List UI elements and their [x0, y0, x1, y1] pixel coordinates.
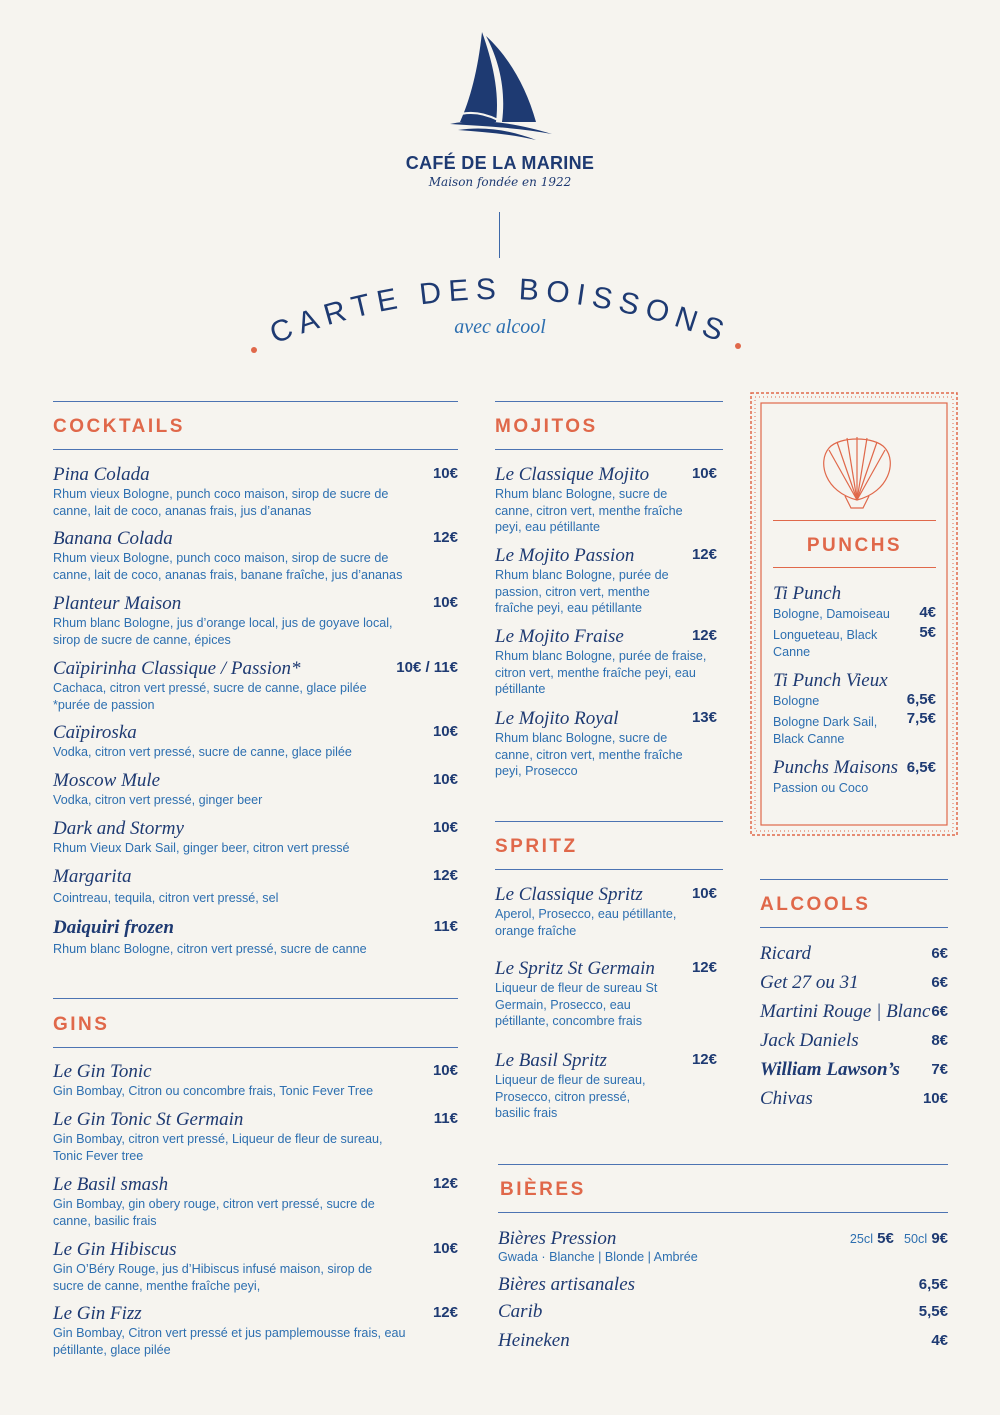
item-desc: Cachaca, citron vert pressé, sucre de canne, glace pilée *purée de passion	[53, 681, 367, 712]
item-price: 10€	[691, 465, 717, 482]
item-price: 12€	[432, 1304, 458, 1321]
item-price: 12€	[691, 1051, 717, 1068]
divider	[495, 449, 723, 450]
item-price: 10€	[432, 771, 458, 788]
item-desc: Gin O’Béry Rouge, jus d’Hibiscus infusé maison, sirop de sucre de canne, menthe fraîche peyi,	[53, 1262, 373, 1293]
item-desc: Gin Bombay, Citron vert pressé et jus pamplemousse frais, eau pétillante, glace pilée	[53, 1326, 406, 1357]
beer-price: 5€	[877, 1230, 894, 1247]
alcool-row	[760, 943, 948, 972]
punch-price: 6,5€	[906, 759, 936, 776]
item-name: Le Gin Hibiscus	[53, 1239, 177, 1260]
title-text: CARTE DES BOISSONS	[265, 272, 735, 351]
item-name: Banana Colada	[53, 528, 173, 549]
alcool-name: Ricard	[760, 943, 812, 964]
item-name: Caïpiroska	[53, 722, 137, 743]
sailboat-logo-icon	[440, 30, 560, 140]
item-name: Le Gin Tonic	[53, 1061, 152, 1082]
section-title-punchs: PUNCHS	[806, 535, 903, 556]
item-desc: Cointreau, tequila, citron vert pressé, sel	[53, 891, 279, 905]
item-desc: Rhum blanc Bologne, sucre de canne, citron vert, menthe fraîche peyi, Prosecco	[495, 731, 683, 779]
punch-variant: Bologne Dark Sail, Black Canne	[773, 715, 878, 746]
item-price: 10€	[432, 1240, 458, 1257]
item-name: Le Classique Mojito	[495, 464, 650, 485]
alcool-price: 6€	[931, 945, 948, 962]
beer-price: 5,5€	[918, 1303, 948, 1320]
divider	[760, 879, 948, 880]
item-desc: Vodka, citron vert pressé, sucre de canne, glace pilée	[53, 745, 352, 759]
divider	[773, 520, 936, 521]
divider	[498, 1212, 948, 1213]
punch-name: Punchs Maisons	[773, 757, 899, 778]
item-name: Moscow Mule	[53, 770, 161, 791]
item-name: Le Basil Spritz	[495, 1050, 607, 1071]
divider	[760, 927, 948, 928]
menu-item	[53, 465, 458, 519]
item-desc: Rhum vieux Bologne, punch coco maison, sirop de sucre de canne, lait de coco, ananas frais, banane fraîche, jus d’ananas	[53, 551, 403, 582]
menu-item	[53, 594, 458, 648]
section-title-spritz: SPRITZ	[495, 836, 578, 857]
item-name: Caïpirinha Classique / Passion*	[53, 658, 301, 679]
alcool-price: 6€	[931, 1003, 948, 1020]
item-price: 12€	[691, 959, 717, 976]
beer-price: 4€	[931, 1332, 948, 1349]
menu-title	[230, 268, 770, 358]
item-desc: Gin Bombay, gin obery rouge, citron vert pressé, sucre de canne, basilic frais	[53, 1197, 375, 1228]
divider	[495, 869, 723, 870]
section-title-bieres: BIÈRES	[500, 1179, 586, 1200]
item-name: Le Classique Spritz	[495, 884, 643, 905]
alcool-row	[760, 1030, 948, 1059]
menu-item	[495, 546, 723, 617]
item-desc: Rhum blanc Bologne, jus d’orange local, jus de goyave local, sirop de sucre de canne, épices	[53, 616, 393, 647]
item-name: Le Mojito Royal	[495, 708, 619, 729]
item-price: 10€	[432, 1062, 458, 1079]
alcool-price: 7€	[931, 1061, 948, 1078]
alcool-row	[760, 1088, 948, 1117]
item-name: Le Mojito Fraise	[495, 626, 624, 647]
item-price: 10€	[432, 594, 458, 611]
item-desc: Liqueur de fleur de sureau St Germain, Prosecco, eau pétillante, concombre frais	[495, 981, 658, 1029]
section-title-mojitos: MOJITOS	[495, 416, 598, 437]
item-price: 10€	[432, 465, 458, 482]
menu-item	[53, 723, 458, 761]
punch-price: 5€	[919, 624, 936, 641]
section-title-alcools: ALCOOLS	[760, 894, 871, 915]
alcool-price: 6€	[931, 974, 948, 991]
menu-item	[53, 1240, 458, 1294]
menu-item	[495, 1051, 723, 1122]
menu-item	[53, 1110, 458, 1164]
menu-item	[495, 709, 723, 780]
divider	[53, 401, 458, 402]
item-name: Le Gin Tonic St Germain	[53, 1109, 244, 1130]
punch-variant: Longueteau, Black Canne	[773, 628, 878, 659]
brand-tagline: Maison fondée en 1922	[428, 175, 572, 189]
beer-row	[498, 1228, 948, 1264]
item-desc: Vodka, citron vert pressé, ginger beer	[53, 793, 263, 807]
item-price: 12€	[432, 867, 458, 884]
menu-item	[53, 771, 458, 809]
item-price: 12€	[691, 627, 717, 644]
menu-item	[53, 659, 458, 713]
item-name: Pina Colada	[53, 464, 150, 485]
divider	[53, 1047, 458, 1048]
alcool-name: Jack Daniels	[760, 1030, 859, 1051]
divider	[499, 212, 500, 258]
item-price: 10€	[432, 819, 458, 836]
alcool-name: Martini Rouge | Blanc	[760, 1001, 931, 1022]
alcool-row	[760, 1059, 948, 1088]
punch-group	[773, 670, 936, 750]
alcool-row	[760, 972, 948, 1001]
menu-item	[495, 885, 723, 939]
item-name: Planteur Maison	[53, 593, 182, 614]
punch-variant: Bologne, Damoiseau	[773, 607, 890, 621]
alcool-price: 8€	[931, 1032, 948, 1049]
menu-subtitle: avec alcool	[454, 316, 546, 338]
alcool-price: 10€	[922, 1090, 948, 1107]
item-name: Le Mojito Passion	[495, 545, 635, 566]
menu-item	[495, 959, 723, 1030]
beer-size: 25cl	[849, 1232, 873, 1246]
menu-item	[53, 918, 458, 958]
divider	[498, 1164, 948, 1165]
beer-row	[498, 1330, 948, 1352]
item-price: 11€	[433, 1110, 458, 1127]
item-desc: Rhum blanc Bologne, purée de fraise, citron vert, menthe fraîche peyi, eau pétillante	[495, 649, 707, 697]
punch-price: 4€	[919, 604, 936, 621]
punch-variant: Bologne	[773, 694, 820, 708]
section-title-gins: GINS	[53, 1014, 110, 1035]
item-name: Le Gin Fizz	[53, 1303, 142, 1324]
menu-item	[53, 867, 458, 907]
dot-right-icon	[735, 343, 741, 349]
item-price: 10€ / 11€	[396, 659, 458, 676]
divider	[53, 998, 458, 999]
menu-item	[495, 465, 723, 536]
beer-name: Bières artisanales	[498, 1274, 636, 1295]
menu-item	[53, 1304, 458, 1358]
item-desc: Rhum vieux Bologne, punch coco maison, sirop de sucre de canne, lait de coco, ananas frais, jus d’ananas	[53, 487, 389, 518]
item-name: Le Spritz St Germain	[495, 958, 655, 979]
item-desc: Rhum blanc Bologne, sucre de canne, citron vert, menthe fraîche peyi, eau pétillante	[495, 487, 683, 535]
section-title-cocktails: COCKTAILS	[53, 416, 185, 437]
divider	[773, 567, 936, 568]
beer-price: 9€	[931, 1230, 948, 1247]
menu-item	[53, 819, 458, 857]
punch-name: Ti Punch	[773, 583, 842, 604]
brand-name: CAFÉ DE LA MARINE	[405, 153, 595, 173]
item-price: 12€	[432, 529, 458, 546]
punch-group	[773, 583, 936, 663]
item-desc: Rhum Vieux Dark Sail, ginger beer, citron vert pressé	[53, 841, 350, 855]
item-price: 10€	[432, 723, 458, 740]
item-price: 10€	[691, 885, 717, 902]
divider	[495, 821, 723, 822]
beer-price: 6,5€	[918, 1276, 948, 1293]
item-desc: Gin Bombay, Citron ou concombre frais, Tonic Fever Tree	[53, 1084, 374, 1098]
punch-variant: Passion ou Coco	[773, 781, 869, 795]
item-desc: Rhum blanc Bologne, purée de passion, citron vert, menthe fraîche peyi, eau pétillante	[495, 568, 669, 616]
shell-icon	[815, 432, 899, 510]
beer-row	[498, 1301, 948, 1323]
dot-left-icon	[251, 347, 257, 353]
item-name: Margarita	[53, 866, 132, 887]
item-desc: Liqueur de fleur de sureau, Prosecco, citron pressé, basilic frais	[495, 1073, 646, 1121]
item-desc: Aperol, Prosecco, eau pétillante, orange fraîche	[495, 907, 677, 938]
item-price: 11€	[433, 918, 458, 935]
menu-item	[53, 1175, 458, 1229]
alcool-name: Get 27 ou 31	[760, 972, 859, 993]
beer-size: 50cl	[904, 1232, 928, 1246]
beer-name: Heineken	[498, 1330, 570, 1351]
menu-item	[53, 529, 458, 583]
beer-row	[498, 1274, 948, 1296]
alcool-name: William Lawson’s	[760, 1059, 900, 1080]
divider	[495, 401, 723, 402]
alcool-name: Chivas	[760, 1088, 813, 1109]
alcool-row	[760, 1001, 948, 1030]
punch-name: Ti Punch Vieux	[773, 670, 888, 691]
beer-desc: Gwada · Blanche | Blonde | Ambrée	[498, 1250, 698, 1264]
divider	[53, 449, 458, 450]
item-price: 13€	[691, 709, 717, 726]
punch-group	[773, 757, 936, 797]
item-name: Daiquiri frozen	[53, 917, 174, 938]
item-desc: Rhum blanc Bologne, citron vert pressé, sucre de canne	[53, 942, 367, 956]
item-name: Le Basil smash	[53, 1174, 169, 1195]
beer-name: Carib	[498, 1301, 543, 1322]
item-price: 12€	[691, 546, 717, 563]
beer-prices	[850, 1230, 948, 1247]
beer-name: Bières Pression	[498, 1228, 617, 1249]
item-price: 12€	[432, 1175, 458, 1192]
punch-price: 6,5€	[906, 691, 936, 708]
item-name: Dark and Stormy	[53, 818, 184, 839]
menu-item	[495, 627, 723, 698]
item-desc: Gin Bombay, citron vert pressé, Liqueur de fleur de sureau, Tonic Fever tree	[53, 1132, 383, 1163]
menu-item	[53, 1062, 458, 1100]
punch-price: 7,5€	[906, 710, 936, 727]
